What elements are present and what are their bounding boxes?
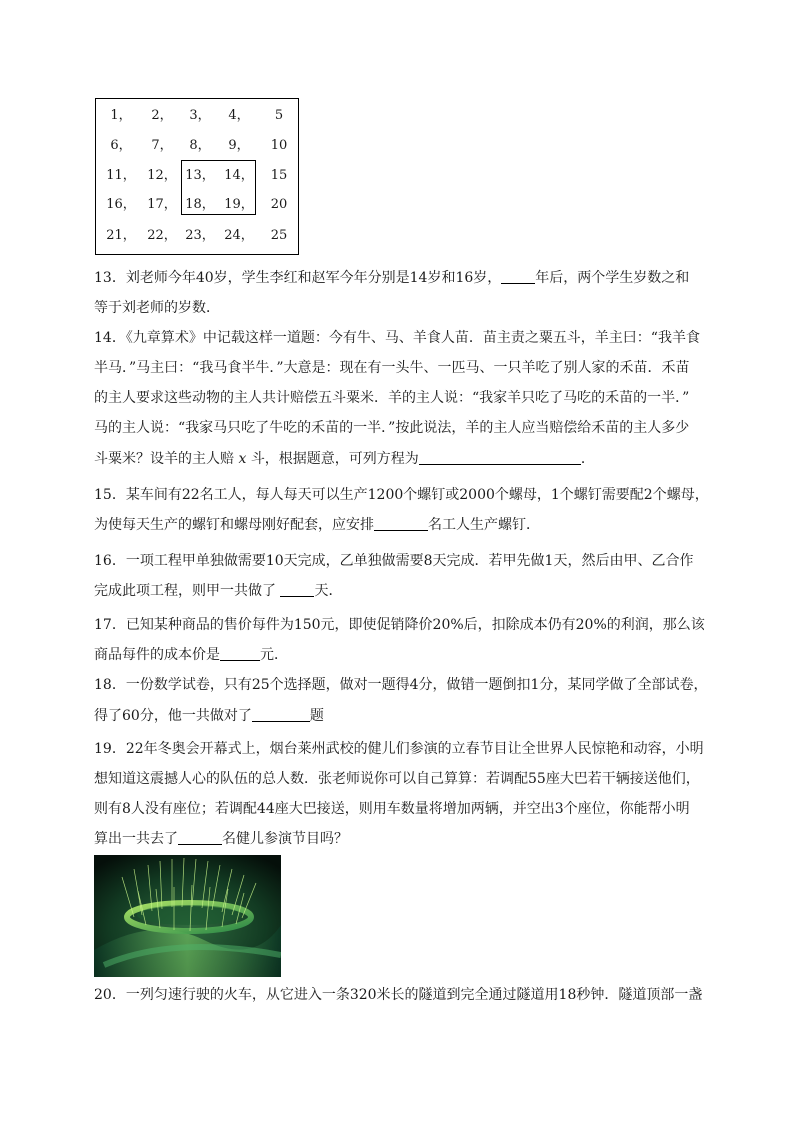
question-14-line-4 — [94, 418, 689, 438]
question-17-text-2: 商品每件的成本价是 — [94, 647, 220, 663]
question-16-text-1: 16．一项工程甲单独做需要10天完成，乙单独做需要8天完成．若甲先做1天，然后由甲、乙合作 — [94, 553, 694, 569]
performance-photo — [94, 855, 281, 977]
question-14-line-3 — [94, 388, 689, 408]
question-14-line-2 — [94, 358, 689, 378]
question-19-line-4 — [94, 829, 348, 849]
answer-blank-16 — [280, 582, 314, 597]
grid-cell: 17， — [147, 197, 177, 212]
question-19-text-4: 算出一共去了 — [94, 831, 178, 847]
question-13-text-end: 等于刘老师的岁数． — [94, 300, 220, 316]
question-15-line-1 — [94, 485, 709, 505]
performance-photo-graphic — [94, 855, 281, 977]
grid-cell: 12， — [147, 168, 177, 183]
question-13-text: 13．刘老师今年40岁，学生李红和赵军今年分别是14岁和16岁， — [94, 270, 502, 286]
grid-cell: 23， — [185, 228, 215, 243]
answer-blank-17 — [220, 646, 260, 661]
grid-cell: 25 — [270, 228, 288, 243]
question-15-line-2 — [94, 515, 540, 535]
grid-cell: 19， — [224, 197, 254, 212]
question-14-text-2: 半马．”马主曰：“我马食半牛．”大意是：现在有一头牛、一匹马、一只羊吃了别人家的禾苗．禾苗 — [94, 360, 690, 376]
question-15-text-2: 为使每天生产的螺钉和螺母刚好配套，应安排 — [94, 517, 374, 533]
grid-cell: 4， — [228, 108, 250, 123]
grid-cell: 15 — [270, 168, 288, 183]
question-15-text-3: 名工人生产螺钉． — [428, 517, 540, 533]
grid-cell: 22， — [147, 228, 177, 243]
grid-cell: 14， — [224, 168, 254, 183]
question-17-text-3: 元． — [260, 647, 288, 663]
grid-cell: 13， — [185, 168, 215, 183]
question-19-line-2 — [94, 769, 700, 789]
question-18-line-1 — [94, 675, 707, 695]
question-19-text-3: 则有8人没有座位；若调配44座大巴接送，则用车数量将增加两辆，并空出3个座位，你能帮小明 — [94, 801, 690, 817]
grid-cell: 16， — [106, 197, 136, 212]
answer-blank-14 — [419, 450, 581, 465]
grid-cell: 6， — [110, 138, 132, 153]
question-20-text-1: 20．一列匀速行驶的火车，从它进入一条320米长的隧道到完全通过隧道用18秒钟．隧道顶部一盏 — [94, 987, 703, 1003]
variable-x: x — [238, 451, 247, 467]
grid-cell: 1， — [110, 108, 132, 123]
grid-cell: 21， — [106, 228, 136, 243]
number-grid — [95, 98, 299, 255]
question-16-line-2 — [94, 581, 342, 601]
question-14-text-5: 斗粟米？设羊的主人赔 — [94, 451, 234, 467]
grid-cell: 8， — [189, 138, 211, 153]
grid-cell: 20 — [270, 197, 288, 212]
answer-blank-15 — [374, 516, 428, 531]
question-14-line-5 — [94, 449, 595, 469]
grid-cell: 3， — [189, 108, 211, 123]
question-19-line-1 — [94, 739, 704, 759]
question-18-text-1: 18．一份数学试卷，只有25个选择题，做对一题得4分，做错一题倒扣1分，某同学做了全部试卷， — [94, 677, 708, 693]
question-14-text-7: ． — [580, 451, 595, 467]
question-13-text-cont: 年后，两个学生岁数之和 — [535, 270, 690, 286]
question-14-text-4: 马的主人说：“我家马只吃了牛吃的禾苗的一半．”按此说法，羊的主人应当赔偿给禾苗的主人多少 — [94, 420, 690, 436]
grid-cell: 5 — [274, 108, 284, 123]
grid-cell: 10 — [270, 138, 288, 153]
question-13-line-2 — [94, 298, 220, 318]
question-19-line-3 — [94, 799, 690, 819]
question-18-text-2: 得了60分，他一共做对了 — [94, 708, 252, 724]
question-19-text-1: 19．22年冬奥会开幕式上，烟台莱州武校的健儿们参演的立春节目让全世界人民惊艳和动容，小明 — [94, 741, 704, 757]
question-14-line-1 — [94, 328, 700, 348]
question-13-line-1 — [94, 268, 689, 288]
question-14-text-6: 斗，根据题意，可列方程为 — [250, 451, 419, 467]
question-18-line-2 — [94, 706, 324, 726]
answer-blank-13 — [501, 269, 535, 284]
grid-cell: 9， — [228, 138, 250, 153]
question-16-line-1 — [94, 551, 693, 571]
grid-cell: 2， — [151, 108, 173, 123]
question-17-line-2 — [94, 645, 288, 665]
question-16-text-2: 完成此项工程，则甲一共做了 — [94, 583, 281, 599]
question-17-line-1 — [94, 615, 705, 635]
grid-cell: 18， — [185, 197, 215, 212]
question-14-text-3: 的主人要求这些动物的主人共计赔偿五斗粟米．羊的主人说：“我家羊只吃了马吃的禾苗的一半．” — [94, 390, 690, 406]
question-19-text-5: 名健儿参演节目吗？ — [222, 831, 348, 847]
question-15-text-1: 15．某车间有22名工人，每人每天可以生产1200个螺钉或2000个螺母，1个螺钉需要配2个螺母， — [94, 487, 709, 503]
grid-cell: 11， — [106, 168, 136, 183]
question-16-text-3: 天． — [314, 583, 343, 599]
answer-blank-18 — [252, 707, 310, 722]
question-19-text-2: 想知道这震撼人心的队伍的总人数．张老师说你可以自己算算：若调配55座大巴若干辆接送他们， — [94, 771, 700, 787]
answer-blank-19 — [178, 830, 222, 845]
grid-cell: 7， — [151, 138, 173, 153]
question-18-text-3: 题 — [309, 708, 324, 724]
question-17-text-1: 17．已知某种商品的售价每件为150元，即使促销降价20%后，扣除成本仍有20%的利润，那么该 — [94, 617, 705, 633]
question-14-text-1: 14．《九章算术》中记载这样一道题：今有牛、马、羊食人苗．苗主责之粟五斗，羊主曰：“我羊食 — [94, 330, 700, 346]
grid-cell: 24， — [224, 228, 254, 243]
question-20-line-1 — [94, 985, 702, 1005]
